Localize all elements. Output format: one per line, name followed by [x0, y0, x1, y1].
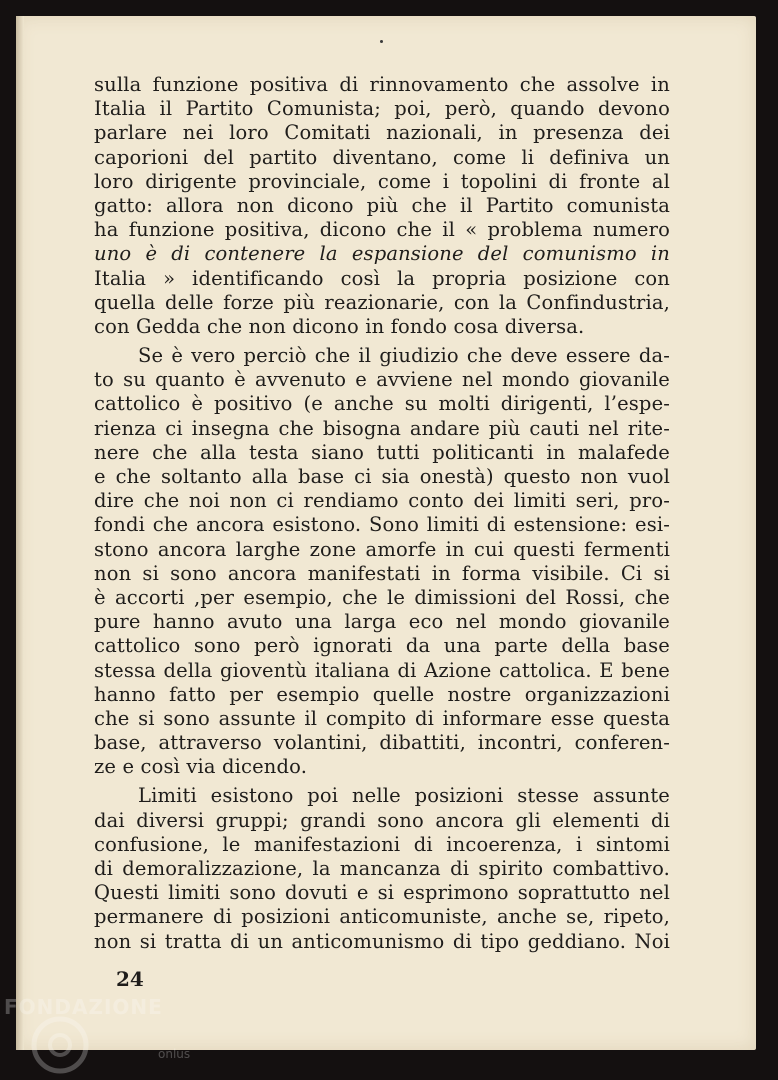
text-line: parlare nei loro Comitati nazionali, in presenza dei: [94, 121, 670, 145]
text-line: stono ancora larghe zone amorfe in cui questi fermenti: [94, 537, 670, 561]
body-text: [94, 73, 670, 954]
text-line: fondi che ancora esistono. Sono limiti di estensione: esi-: [94, 513, 670, 537]
text-line: nere che alla testa siano tutti politicanti in malafede: [94, 440, 670, 464]
text-line: che si sono assunte il compito di informare esse questa: [94, 706, 670, 730]
text-line: cattolico sono però ignorati da una parte della base: [94, 634, 670, 658]
text-line: Questi limiti sono dovuti e si esprimono soprattutto nel: [94, 881, 670, 905]
text-line: Italia » identificando così la propria posizione con: [94, 266, 670, 290]
watermark-brand: FONDAZIONE: [4, 995, 163, 1019]
text-line: dai diversi gruppi; grandi sono ancora gli elementi di: [94, 808, 670, 832]
text-line: di demoralizzazione, la mancanza di spirito combattivo.: [94, 857, 670, 880]
watermark-logo: [0, 995, 200, 1075]
text-line: confusione, le manifestazioni di incoerenza, i sintomi: [94, 832, 670, 856]
print-speck: [380, 40, 383, 43]
text-line: non si tratta di un anticomunismo di tipo geddiano. Noi: [94, 929, 670, 953]
text-line: base, attraverso volantini, dibattiti, incontri, conferen-: [94, 731, 670, 755]
text-line: hanno fatto per esempio quelle nostre organizzazioni: [94, 682, 670, 706]
text-line: Italia il Partito Comunista; poi, però, quando devono: [94, 97, 670, 121]
text-line: to su quanto è avvenuto e avviene nel mondo giovanile: [94, 368, 670, 392]
page-number: 24: [116, 967, 144, 991]
text-line: caporioni del partito diventano, come li definiva un: [94, 145, 670, 169]
text-line: sulla funzione positiva di rinnovamento che assolve in: [94, 73, 670, 96]
text-line: Se è vero perciò che il giudizio che deve essere da-: [138, 344, 670, 368]
text-line: stessa della gioventù italiana di Azione cattolica. E bene: [94, 658, 670, 682]
text-line: pure hanno avuto una larga eco nel mondo giovanile: [94, 610, 670, 634]
text-line: uno è di contenere la espansione del comunismo in: [94, 242, 670, 266]
text-line: con Gedda che non dicono in fondo cosa diversa.: [94, 314, 585, 338]
page-edge-shadow: [16, 16, 24, 1050]
text-line: quella delle forze più reazionarie, con la Confindustria,: [94, 290, 670, 314]
text-line: e che soltanto alla base ci sia onestà) questo non vuol: [94, 465, 670, 488]
text-line: ze e così via dicendo.: [94, 755, 308, 779]
text-line: Limiti esistono poi nelle posizioni stesse assunte: [138, 784, 670, 808]
text-line: non si sono ancora manifestati in forma visibile. Ci si: [94, 561, 670, 585]
text-line: permanere di posizioni anticomuniste, anche se, ripeto,: [94, 905, 670, 929]
watermark-suffix: onlus: [158, 1047, 191, 1061]
text-line: ha funzione positiva, dicono che il « problema numero: [94, 218, 670, 242]
text-line: dire che noi non ci rendiamo conto dei limiti seri, pro-: [94, 489, 670, 513]
text-line: loro dirigente provinciale, come i topolini di fronte al: [94, 169, 670, 193]
text-line: è accorti ,per esempio, che le dimissioni del Rossi, che: [94, 585, 670, 609]
text-line: rienza ci insegna che bisogna andare più cauti nel rite-: [94, 416, 670, 440]
text-line: gatto: allora non dicono più che il Partito comunista: [94, 193, 670, 217]
text-line: cattolico è positivo (e anche su molti dirigenti, l’espe-: [94, 392, 670, 416]
